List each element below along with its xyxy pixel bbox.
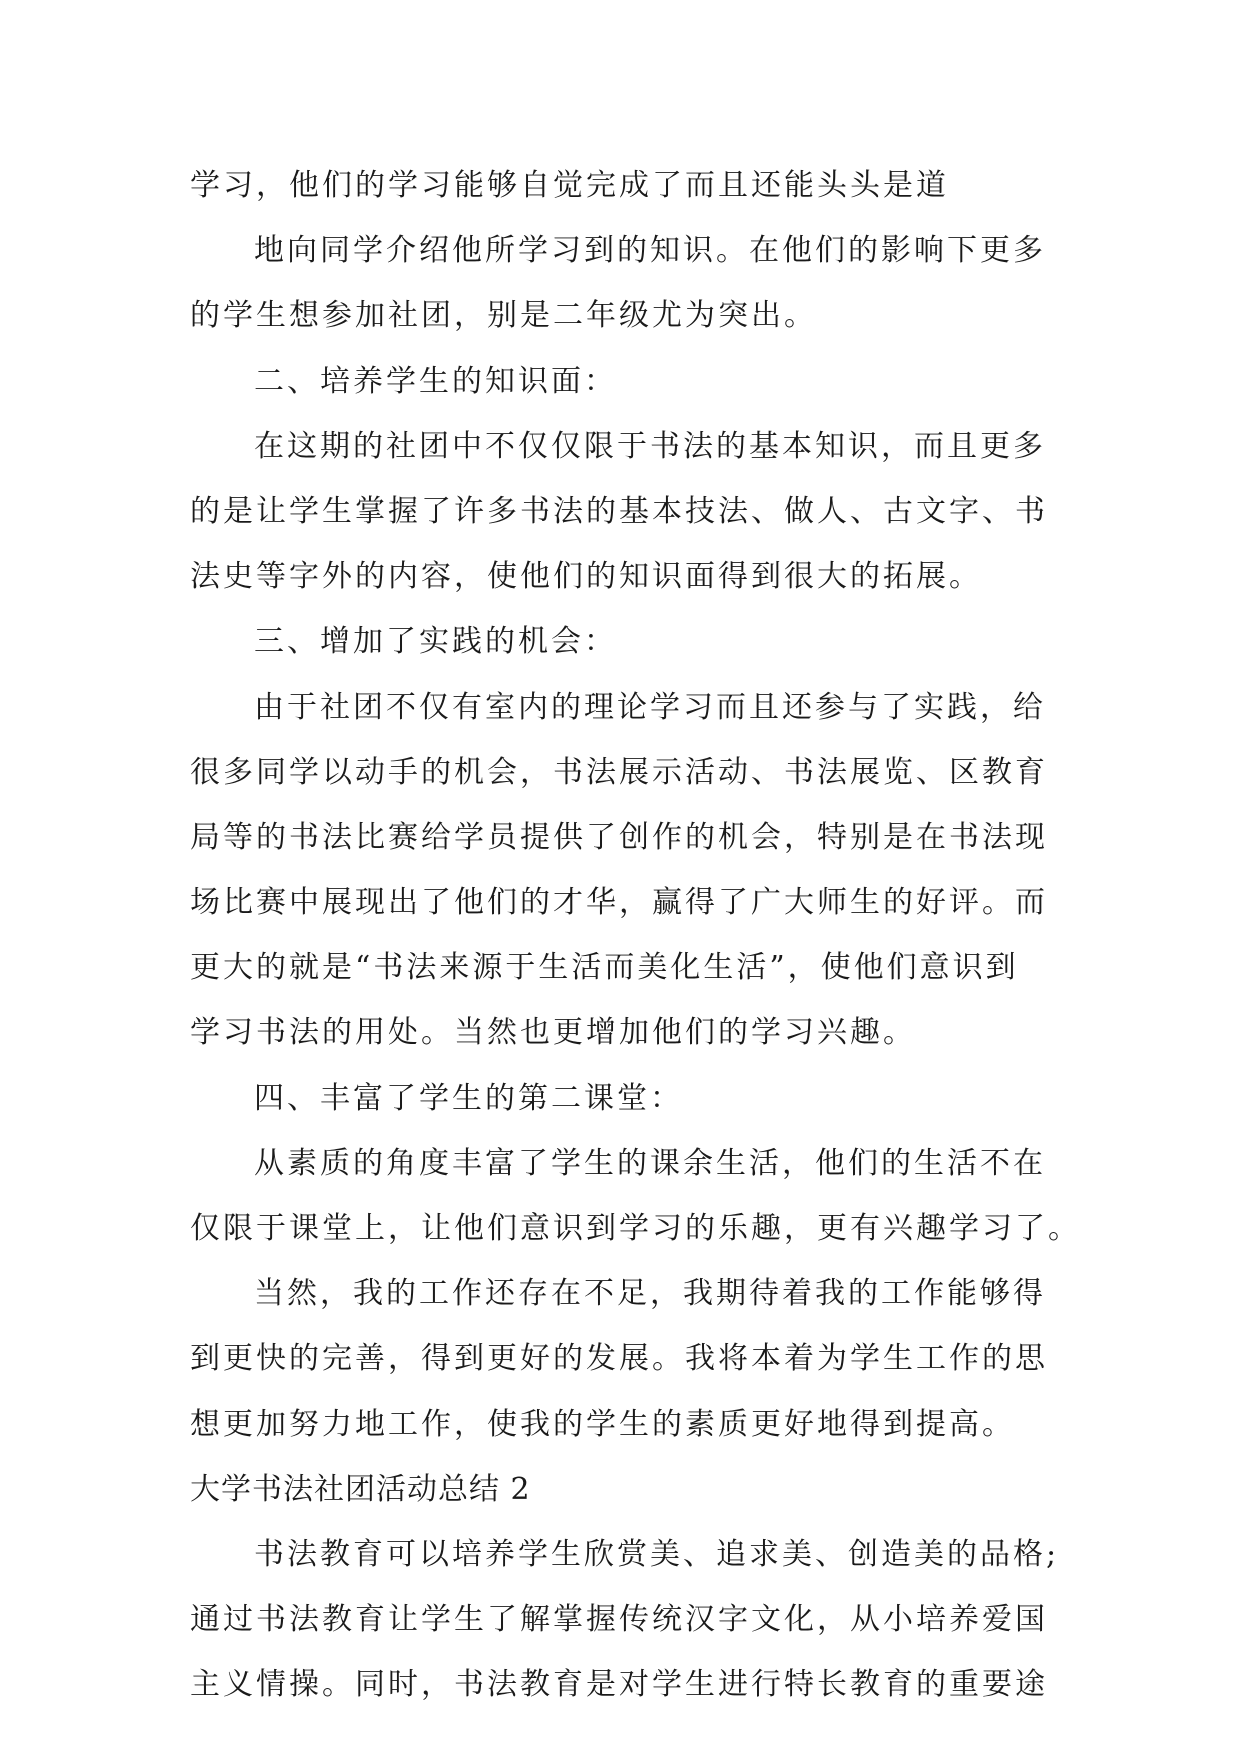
section-title: 大学书法社团活动总结 2	[190, 1471, 531, 1507]
text-line: 的学生想参加社团，别是二年级尤为突出。	[190, 298, 817, 334]
text-line: 在这期的社团中不仅仅限于书法的基本知识，而且更多	[254, 428, 1046, 464]
text-line: 很多同学以动手的机会，书法展示活动、书法展览、区教育	[190, 754, 1048, 790]
text-line: 当然，我的工作还存在不足，我期待着我的工作能够得	[254, 1276, 1046, 1312]
text-line: 二、培养学生的知识面：	[254, 363, 617, 399]
text-line: 法史等字外的内容，使他们的知识面得到很大的拓展。	[190, 559, 982, 595]
text-line: 学习书法的用处。当然也更增加他们的学习兴趣。	[190, 1015, 916, 1051]
text-line: 由于社团不仅有室内的理论学习而且还参与了实践，给	[254, 689, 1046, 725]
text-line: 仅限于课堂上，让他们意识到学习的乐趣，更有兴趣学习了。	[190, 1211, 1081, 1246]
text-line: 更大的就是“书法来源于生活而美化生活”，使他们意识到	[190, 950, 1019, 986]
document-body	[190, 153, 1081, 1718]
text-line: 主义情操。同时，书法教育是对学生进行特长教育的重要途	[190, 1667, 1048, 1703]
text-line: 四、丰富了学生的第二课堂：	[254, 1080, 683, 1116]
text-line: 局等的书法比赛给学员提供了创作的机会，特别是在书法现	[190, 819, 1048, 855]
text-line: 书法教育可以培养学生欣赏美、追求美、创造美的品格;	[254, 1536, 1060, 1572]
text-line: 学习，他们的学习能够自觉完成了而且还能头头是道	[190, 168, 949, 203]
text-line: 三、增加了实践的机会：	[254, 624, 617, 660]
text-line: 场比赛中展现出了他们的才华，赢得了广大师生的好评。而	[190, 885, 1048, 921]
text-line: 地向同学介绍他所学习到的知识。在他们的影响下更多	[254, 233, 1046, 269]
text-line: 想更加努力地工作，使我的学生的素质更好地得到提高。	[190, 1406, 1015, 1442]
text-line: 通过书法教育让学生了解掌握传统汉字文化，从小培养爱国	[190, 1602, 1048, 1638]
text-line: 从素质的角度丰富了学生的课余生活，他们的生活不在	[254, 1145, 1046, 1181]
text-line: 的是让学生掌握了许多书法的基本技法、做人、古文字、书	[190, 493, 1048, 529]
text-line: 到更快的完善，得到更好的发展。我将本着为学生工作的思	[190, 1341, 1048, 1377]
